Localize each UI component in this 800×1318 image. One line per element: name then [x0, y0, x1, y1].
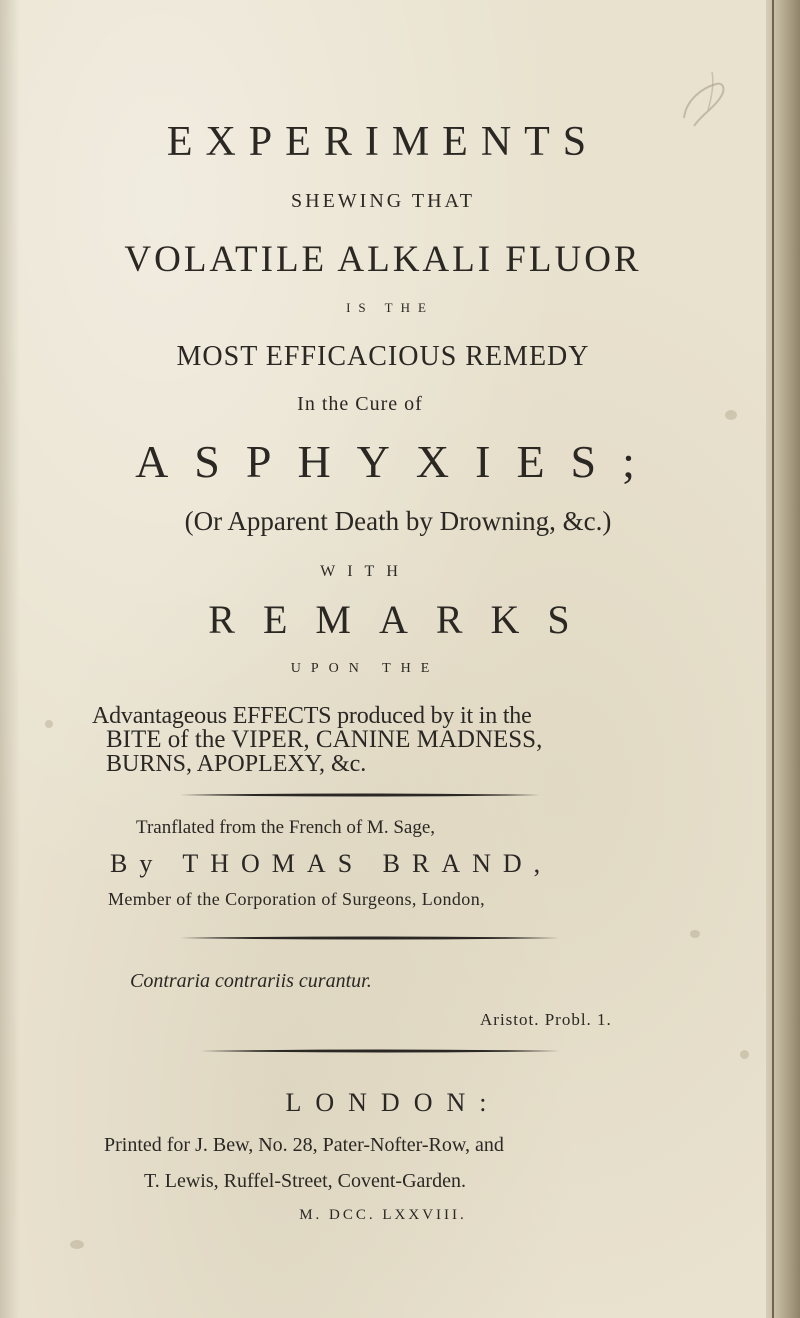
imprint-city: LONDON: [285, 1088, 501, 1117]
spine-gutter-line [772, 0, 774, 1318]
subtitle-upon-the: UPON THE [290, 661, 440, 676]
translator-note: Tranflated from the French of M. Sage, [136, 817, 436, 838]
effects-line: Advantageous EFFECTS produced by it in the [92, 703, 532, 729]
rule-divider [200, 1048, 560, 1054]
foxing-spot [70, 1240, 84, 1249]
title-experiments: EXPERIMENTS [166, 119, 600, 165]
subtitle-apparent-death: (Or Apparent Death by Drowning, &c.) [184, 506, 612, 536]
imprint-line: T. Lewis, Ruffel-Street, Covent-Garden. [144, 1170, 466, 1192]
epigraph-citation: Aristot. Probl. 1. [480, 1010, 612, 1029]
foxing-spot [725, 410, 737, 420]
subtitle-asphyxies: ASPHYXIES; [135, 436, 661, 487]
author-line: By THOMAS BRAND, [110, 849, 553, 878]
effects-line: BITE of the VIPER, CANINE MADNESS, [106, 726, 543, 753]
subtitle-cure-of: In the Cure of [297, 393, 423, 415]
rule-divider [180, 935, 560, 941]
foxing-spot [690, 930, 700, 938]
subtitle-with: WITH [320, 563, 410, 580]
subtitle-is-the: IS THE [346, 300, 434, 315]
author-affiliation: Member of the Corporation of Surgeons, London, [108, 889, 486, 909]
imprint-date: M. DCC. LXXVIII. [299, 1207, 467, 1223]
epigraph-motto: Contraria contrariis curantur. [130, 970, 372, 992]
imprint-publishers [104, 1127, 504, 1199]
rule-divider [180, 792, 540, 798]
subtitle-subject: VOLATILE ALKALI FLUOR [124, 239, 642, 280]
foxing-spot [740, 1050, 749, 1059]
effects-line: BURNS, APOPLEXY, &c. [106, 751, 367, 777]
effects-paragraph [92, 704, 672, 776]
imprint-line: Printed for J. Bew, No. 28, Pater-Nofter-Row, and [104, 1134, 504, 1156]
subtitle-remedy: MOST EFFICACIOUS REMEDY [176, 341, 590, 372]
subtitle-shewing: SHEWING THAT [291, 190, 475, 212]
foxing-spot [45, 720, 53, 728]
page-edge-shadow [0, 0, 20, 1318]
subtitle-remarks: REMARKS [208, 597, 598, 642]
